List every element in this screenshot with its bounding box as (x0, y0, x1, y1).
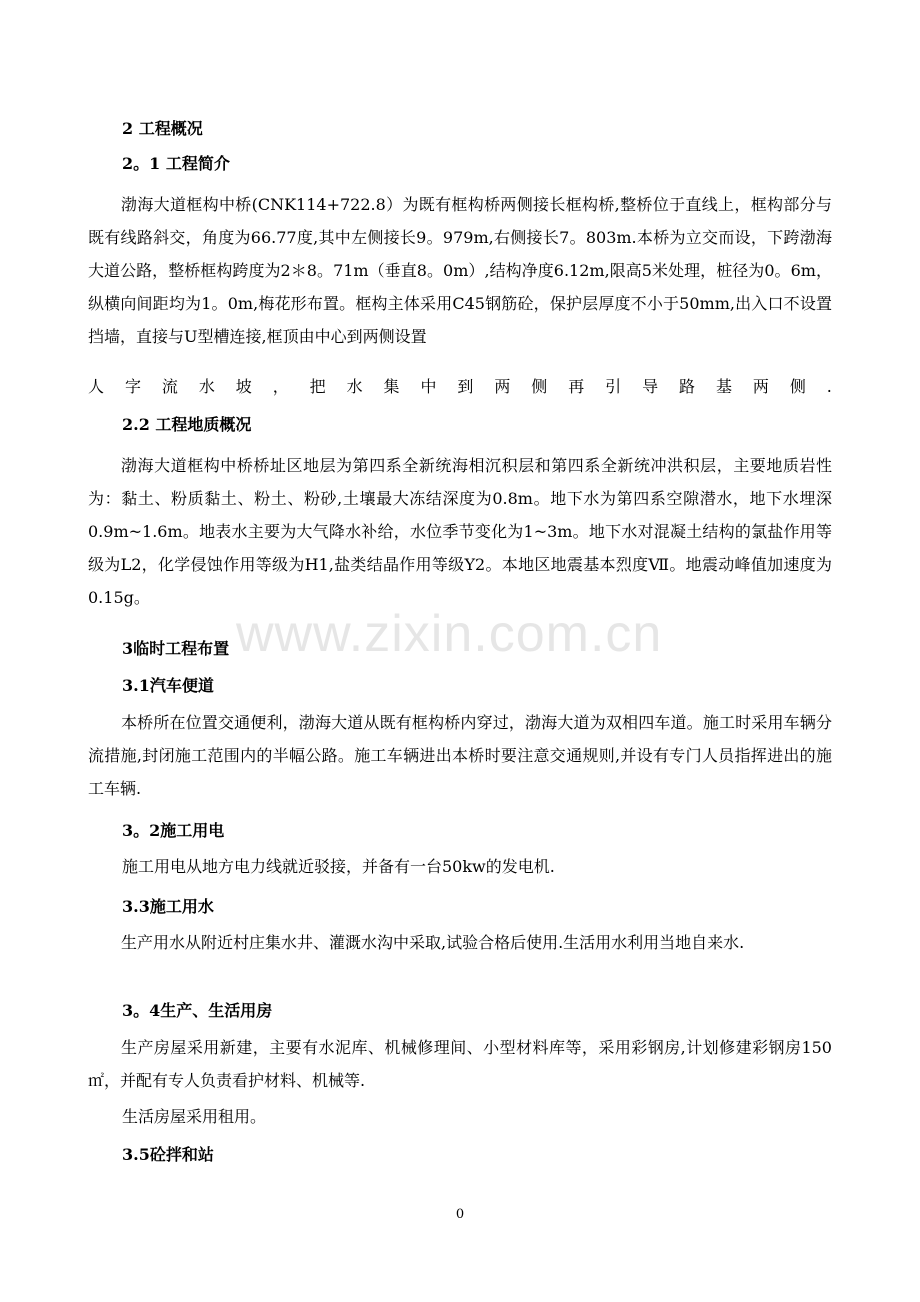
heading-3-5: 3.5砼拌和站 (122, 1145, 214, 1164)
spread-char: 集 (383, 377, 400, 396)
paragraph-3-4-second: 生活房屋采用租用。 (122, 1107, 267, 1126)
spread-char: 路 (679, 377, 696, 396)
spread-char: 坡 (235, 377, 252, 396)
spread-char: 水 (346, 377, 363, 396)
paragraph-3-3: 生产用水从附近村庄集水井、灌溉水沟中采取,试验合格后使用.生活用水利用当地自来水. (121, 933, 745, 952)
spread-char: 两 (752, 377, 769, 396)
spread-char: 中 (420, 377, 437, 396)
paragraph-3-2: 施工用电从地方电力线就近驳接，并备有一台50kw的发电机. (122, 857, 555, 876)
spread-char: 导 (642, 377, 659, 396)
spread-char: ， (272, 377, 289, 396)
spread-char: 流 (161, 377, 178, 396)
heading-3: 3临时工程布置 (122, 639, 230, 658)
spread-char: 侧 (531, 377, 548, 396)
spread-char: 把 (309, 377, 326, 396)
spread-char: 水 (198, 377, 215, 396)
spread-char: 基 (715, 377, 732, 396)
paragraph-3-1: 本桥所在位置交通便利，渤海大道从既有框构桥内穿过，渤海大道为双相四车道。施工时采用车辆分流措施,封闭施工范围内的半幅公路。施工车辆进出本桥时要注意交通规则,并设有专门人员指挥进出的施工车辆. (88, 713, 832, 798)
spread-char: 两 (494, 377, 511, 396)
spread-char: 引 (605, 377, 622, 396)
heading-2-2: 2.2 工程地质概况 (122, 415, 252, 434)
spread-char: 人 (88, 377, 105, 396)
page-number: 0 (455, 1207, 465, 1222)
heading-3-3: 3.3施工用水 (122, 897, 214, 916)
heading-3-2: 3。2施工用电 (122, 821, 225, 840)
spread-char: 到 (457, 377, 474, 396)
heading-3-1: 3.1汽车便道 (122, 676, 214, 695)
spread-char: . (826, 377, 832, 396)
heading-2: 2 工程概况 (122, 119, 203, 138)
paragraph-2-1-last-line (88, 376, 832, 398)
paragraph-2-2: 渤海大道框构中桥桥址区地层为第四系全新统海相沉积层和第四系全新统冲洪积层，主要地质岩性为：黏土、粉质黏土、粉土、粉砂,土壤最大冻结深度为0.8m。地下水为第四系空隙潜水，地下水埋深0.9m~1.6m。地表水主要为大气降水补给，水位季节变化为1~3m。地下水对混凝土结构的氯盐作用等级为L2，化学侵蚀作用等级为H1,盐类结晶作用等级Y2。本地区地震基本烈度Ⅶ。地震动峰值加速度为0.15g。 (88, 456, 832, 607)
watermark: www.zixin.com.cn (236, 605, 663, 663)
spread-char: 侧 (789, 377, 806, 396)
spread-char: 再 (568, 377, 585, 396)
paragraph-2-1: 渤海大道框构中桥(CNK114+722.8）为既有框构桥两侧接长框构桥,整桥位于直线上，框构部分与既有线路斜交，角度为66.77度,其中左侧接长9。979m,右侧接长7。803m.本桥为立交而设，下跨渤海大道公路，整桥框构跨度为2＊8。71m（垂直8。0m）,结构净度6.12m,限高5米处理，桩径为0。6m，纵横向间距均为1。0m,梅花形布置。框构主体采用C45钢筋砼，保护层厚度不小于50mm,出入口不设置挡墙，直接与U型槽连接,框顶由中心到两侧设置 (88, 195, 832, 346)
heading-2-1: 2。1 工程简介 (122, 154, 230, 173)
paragraph-3-4: 生产房屋采用新建，主要有水泥库、机械修理间、小型材料库等，采用彩钢房,计划修建彩钢房150㎡，并配有专人负责看护材料、机械等. (88, 1038, 832, 1090)
spread-char: 字 (124, 377, 141, 396)
heading-3-4: 3。4生产、生活用房 (122, 1001, 273, 1020)
